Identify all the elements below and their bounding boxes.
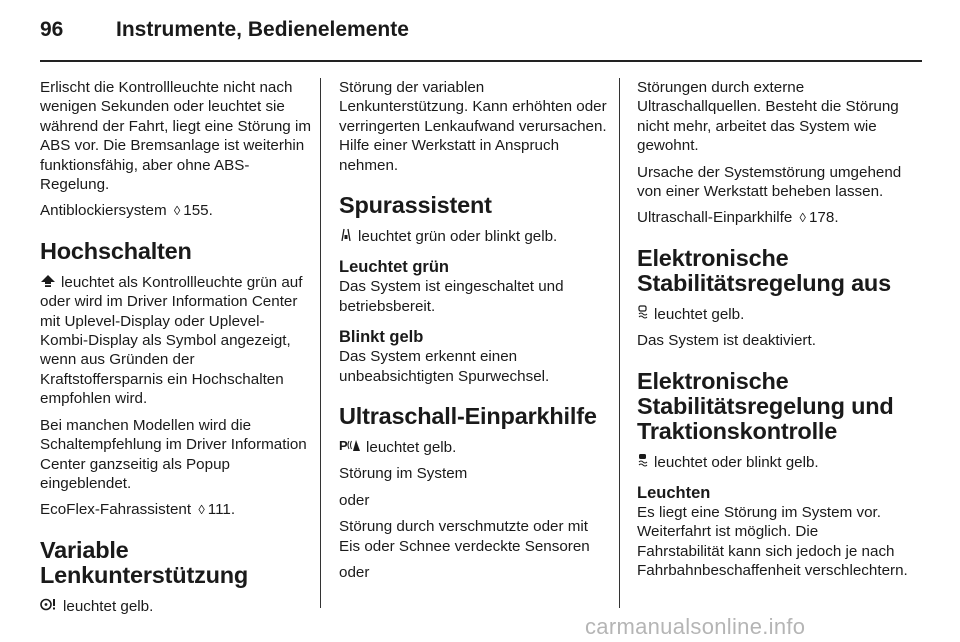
- heading-spurassistent: Spurassistent: [339, 192, 492, 219]
- header-rule: [40, 60, 922, 62]
- ultraschall-stoerung-paragraph: Störungen durch externe Ultraschallquellen. Besteht die Störung nicht mehr, arbeitet das System wie gewohnt.: [637, 79, 899, 155]
- heading-variable-lenkung: Variable Lenkunterstützung: [40, 536, 249, 588]
- ultraschall-paragraph: P leuchtet gelb.: [339, 438, 457, 457]
- reference-page[interactable]: 155.: [183, 202, 213, 220]
- ecoflex-reference: EcoFlex-Fahrassistent ◊ 111.: [40, 501, 236, 519]
- esp-icon: [637, 453, 649, 472]
- page-ref-icon: ◊: [198, 502, 205, 518]
- lenkung-stoerung-paragraph: Störung der variablen Lenkunterstützung. Kann erhöhten oder verringerten Lenkaufwand verursachen. Hilfe einer Werkstatt in Anspruch nehmen.: [339, 79, 607, 174]
- column-divider: [320, 78, 321, 608]
- heading-leuchten: Leuchten: [637, 484, 711, 503]
- reference-label: Antiblockiersystem: [40, 202, 167, 220]
- esp-off-icon: [637, 305, 649, 324]
- column-2: [339, 78, 611, 590]
- esp-aus-paragraph-2: Das System ist deaktiviert.: [637, 332, 816, 350]
- page-number: 96: [40, 18, 64, 41]
- ultraschall-paragraph-5: oder: [339, 564, 370, 582]
- heading-esp-aus: Elektronische Stabilitätsregelung aus: [637, 244, 891, 296]
- page-title: Instrumente, Bedienelemente: [116, 18, 409, 41]
- column-divider: [619, 78, 620, 608]
- abs-paragraph: Erlischt die Kontrollleuchte nicht nach wenigen Sekunden oder leuchtet sie während der Fahrt, liegt eine Störung im ABS vor. Die Bremsanlage ist weiterhin funktionsfähig, aber ohne ABS-Regelung.: [40, 79, 311, 194]
- abs-reference: [40, 201, 312, 220]
- ultraschall-ursache-paragraph: Ursache der Systemstörung umgehend von einer Werkstatt beheben lassen.: [637, 163, 902, 201]
- ultraschall-reference: Ultraschall-Einparkhilfe ◊ 178.: [637, 209, 839, 227]
- svg-text:P: P: [339, 438, 348, 453]
- reference-page[interactable]: 178.: [808, 209, 839, 227]
- reference-page[interactable]: 111.: [207, 501, 236, 519]
- column-1: [40, 78, 312, 623]
- page-ref-icon: ◊: [173, 203, 181, 219]
- ultraschall-paragraph-4: Störung durch verschmutzte oder mit Eis oder Schnee verdeckte Sensoren: [339, 518, 590, 555]
- spurassistent-paragraph: leuchtet grün oder blinkt gelb.: [339, 227, 611, 246]
- page-header: [40, 18, 920, 52]
- ultraschall-paragraph-3: oder: [339, 491, 370, 509]
- heading-blinkt-gelb: Blinkt gelb: [339, 328, 424, 347]
- leuchtet-gruen-paragraph: Das System ist eingeschaltet und betriebsbereit.: [339, 278, 564, 315]
- heading-hochschalten: Hochschalten: [40, 237, 192, 264]
- esp-paragraph: leuchtet oder blinkt gelb.: [637, 453, 909, 472]
- parking-sensor-icon: [339, 438, 361, 457]
- hochschalten-paragraph: leuchtet als Kontrollleuchte grün auf oder wird im Driver Information Center mit Uplevel-Display oder Uplevel-Kombi-Display als Symbol angezeigt, wenn aus Gründen der Kraftstoffersparnis ein Hochschalten empfohlen wird.: [40, 273, 303, 408]
- esp-aus-paragraph: leuchtet gelb.: [637, 305, 909, 324]
- variable-lenkung-paragraph: leuchtet gelb.: [40, 597, 312, 616]
- shift-up-icon: [40, 273, 56, 292]
- blinkt-gelb-paragraph: Das System erkennt einen unbeabsichtigten Spurwechsel.: [339, 348, 550, 385]
- column-3: [637, 78, 909, 588]
- watermark: carmanualsonline.info: [585, 614, 806, 639]
- leuchten-paragraph: Es liegt eine Störung im System vor. Weiterfahrt ist möglich. Die Fahrstabilität kann sich jedoch je nach Fahrbahnbeschaffenheit verschlechtern.: [637, 504, 908, 580]
- hochschalten-paragraph-2: Bei manchen Modellen wird die Schaltempfehlung im Driver Information Center ganzseitig als Popup eingeblendet.: [40, 416, 307, 492]
- heading-leuchtet-gruen: Leuchtet grün: [339, 258, 449, 277]
- lane-assist-icon: [339, 227, 353, 246]
- page-ref-icon: ◊: [799, 210, 806, 226]
- ultraschall-paragraph-2: Störung im System: [339, 465, 468, 483]
- steering-warning-icon: [40, 597, 58, 616]
- heading-esp-traktion: Elektronische Stabilitätsregelung und Traktionskontrolle: [637, 367, 894, 444]
- heading-ultraschall: Ultraschall-Einparkhilfe: [339, 403, 597, 430]
